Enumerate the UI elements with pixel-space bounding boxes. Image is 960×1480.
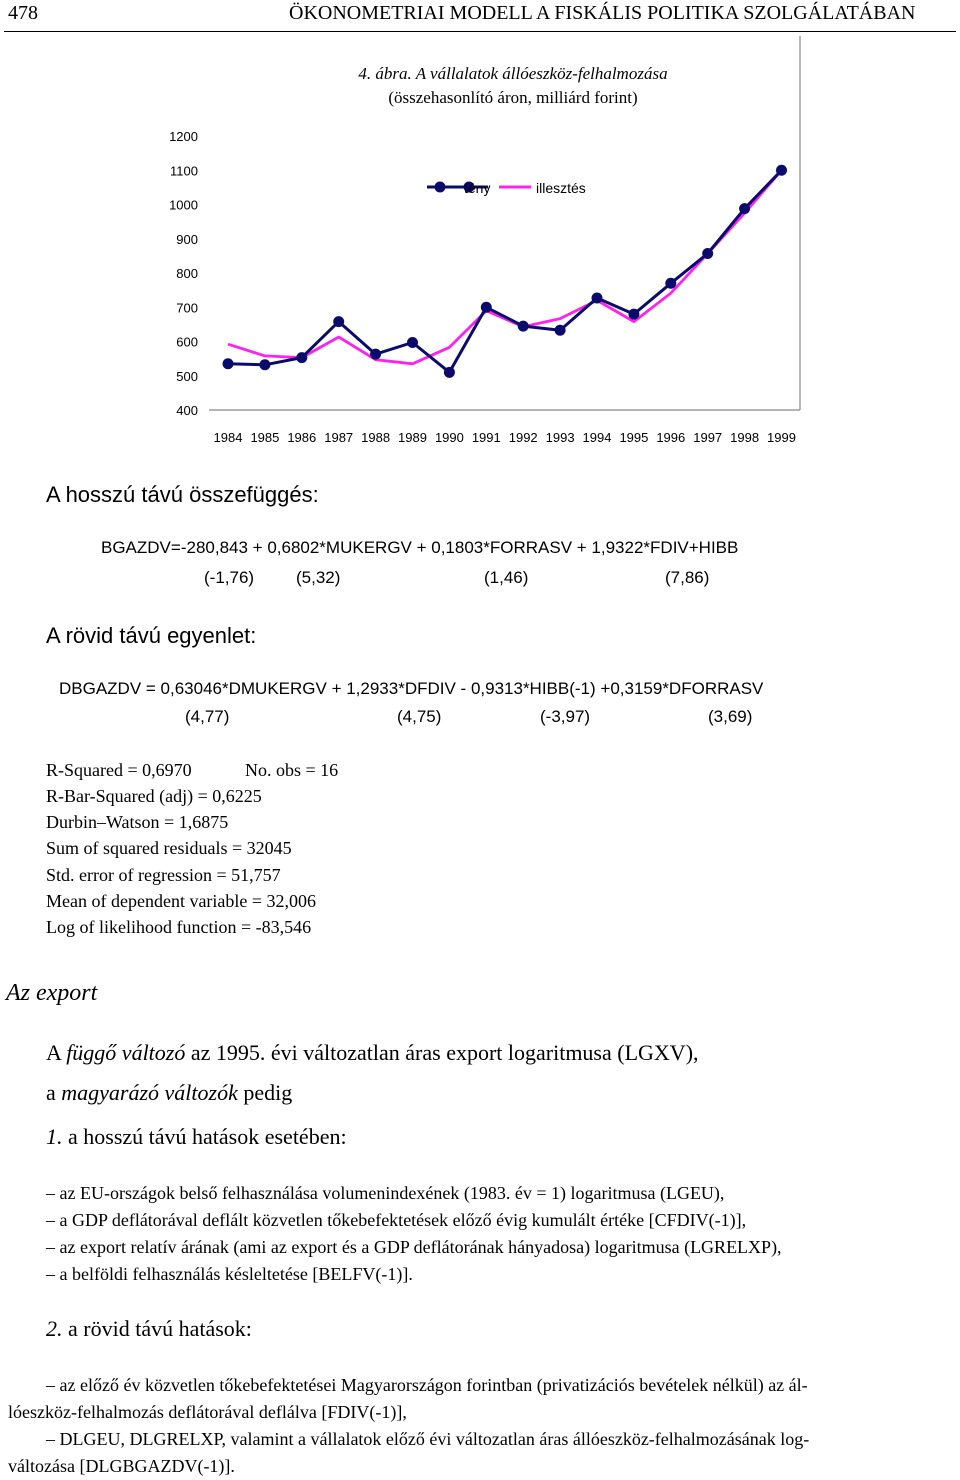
x-tick-label: 1998 xyxy=(730,430,760,445)
x-tick-label: 1999 xyxy=(767,430,796,445)
stat-mean-dependent: Mean of dependent variable = 32,006 xyxy=(46,891,317,911)
y-tick-label: 400 xyxy=(176,403,198,418)
x-tick-label: 1992 xyxy=(508,430,538,445)
list-item: – az előző év közvetlen tőkebefektetései Magyarországon forintban (privatizációs bevételek nélkül) az ál- xyxy=(46,1375,808,1395)
x-tick-label: 1995 xyxy=(619,430,649,445)
short-run-tstat: (-3,97) xyxy=(540,707,591,726)
stat-ssr: Sum of squared residuals = 32045 xyxy=(46,838,292,858)
short-run-tstat: (4,75) xyxy=(397,707,442,726)
list-item-continuation: lóeszköz-felhalmozás deflátorával deflálva [FDIV(-1)], xyxy=(8,1402,407,1422)
series-line-teny xyxy=(228,170,782,372)
x-tick-label: 1997 xyxy=(693,430,723,445)
series-line-illesztes xyxy=(228,170,782,363)
stat-r-squared: R-Squared = 0,6970 xyxy=(46,760,192,780)
y-tick-label: 900 xyxy=(176,231,198,247)
data-point xyxy=(518,321,529,332)
x-tick-label: 1990 xyxy=(434,430,464,445)
x-tick-label: 1985 xyxy=(250,430,280,445)
short-run-effects-heading: 2. a rövid távú hatások: xyxy=(46,1316,252,1341)
list-item: – az EU-országok belső felhasználása volumenindexének (1983. év = 1) logaritmusa (LGEU), xyxy=(46,1183,725,1203)
long-run-tstat: (-1,76) xyxy=(204,568,255,587)
list-item: – DLGEU, DLGRELXP, valamint a vállalatok előző évi változatlan áras állóeszköz-felhalmozásának log- xyxy=(46,1429,810,1449)
x-tick-label: 1993 xyxy=(545,430,575,445)
data-point xyxy=(259,359,270,370)
page-number: 478 xyxy=(8,2,38,24)
data-point xyxy=(444,367,455,378)
long-run-heading: A hosszú távú összefüggés: xyxy=(46,482,319,507)
y-tick-label: 500 xyxy=(176,368,198,384)
figure-subtitle: (összehasonlító áron, milliárd forint) xyxy=(388,88,638,107)
data-point xyxy=(665,278,676,289)
x-tick-label: 1991 xyxy=(471,430,501,445)
list-item: – a belföldi felhasználás késleltetése [BELFV(-1)]. xyxy=(46,1264,413,1284)
stat-durbin-watson: Durbin–Watson = 1,6875 xyxy=(46,812,229,832)
x-tick-label: 1989 xyxy=(398,430,427,445)
stat-std-error: Std. error of regression = 51,757 xyxy=(46,865,281,885)
y-tick-label: 1100 xyxy=(170,163,198,179)
y-tick-label: 700 xyxy=(176,300,198,316)
line-chart xyxy=(0,0,960,470)
export-intro-line1: A függő változó az 1995. évi változatlan áras export logaritmusa (LGXV), xyxy=(46,1040,699,1065)
short-run-tstat: (3,69) xyxy=(708,707,753,726)
data-point xyxy=(296,352,307,363)
long-run-tstat: (5,32) xyxy=(296,568,341,587)
y-tick-label: 1200 xyxy=(169,129,198,144)
export-intro-line2: a magyarázó változók pedig xyxy=(46,1080,293,1105)
data-point xyxy=(776,165,787,176)
data-point xyxy=(739,203,750,214)
legend-label-teny: tény xyxy=(464,180,491,196)
short-run-equation: DBGAZDV = 0,63046*DMUKERGV + 1,2933*DFDIV - 0,9313*HIBB(-1) +0,3159*DFORRASV xyxy=(59,679,764,698)
running-title: ÖKONOMETRIAI MODELL A FISKÁLIS POLITIKA SZOLGÁLATÁBAN xyxy=(289,2,916,24)
data-point xyxy=(223,358,234,369)
y-tick-label: 800 xyxy=(176,266,198,281)
stat-nobs: No. obs = 16 xyxy=(245,760,339,780)
data-point xyxy=(407,337,418,348)
section-heading-export: Az export xyxy=(6,980,98,1006)
legend-label-illesztes: illesztés xyxy=(536,180,586,196)
long-run-equation: BGAZDV=-280,843 + 0,6802*MUKERGV + 0,1803*FORRASV + 1,9322*FDIV+HIBB xyxy=(101,538,739,557)
y-tick-label: 1000 xyxy=(169,197,198,213)
stat-rbar-squared: R-Bar-Squared (adj) = 0,6225 xyxy=(46,786,262,806)
x-tick-label: 1984 xyxy=(213,430,243,445)
x-tick-label: 1994 xyxy=(582,430,612,445)
x-tick-label: 1987 xyxy=(324,430,354,445)
list-item: – az export relatív árának (ami az export és a GDP deflátorának hányadosa) logaritmusa (LGRELXP), xyxy=(46,1237,782,1257)
data-point xyxy=(370,349,381,360)
x-tick-label: 1988 xyxy=(361,430,391,445)
short-run-heading: A rövid távú egyenlet: xyxy=(46,623,257,648)
y-tick-label: 600 xyxy=(176,334,198,350)
long-run-effects-heading: 1. a hosszú távú hatások esetében: xyxy=(46,1124,347,1149)
data-point xyxy=(628,309,639,320)
short-run-tstat: (4,77) xyxy=(185,707,230,726)
x-tick-label: 1986 xyxy=(287,430,317,445)
long-run-tstat: (1,46) xyxy=(484,568,529,587)
data-point xyxy=(555,325,566,336)
data-point xyxy=(592,293,603,304)
data-point xyxy=(333,316,344,327)
list-item: – a GDP deflátorával deflált közvetlen tőkebefektetések előző évig kumulált értéke [CFDIV(-1)], xyxy=(46,1210,747,1230)
x-tick-label: 1996 xyxy=(656,430,686,445)
figure-number: 4. ábra. xyxy=(358,64,412,83)
stat-log-likelihood: Log of likelihood function = -83,546 xyxy=(46,917,312,937)
list-item-continuation: változása [DLGBGAZDV(-1)]. xyxy=(8,1456,235,1476)
data-point xyxy=(702,248,713,259)
data-point xyxy=(481,302,492,313)
figure-title: A vállalatok állóeszköz-felhalmozása xyxy=(415,64,668,83)
long-run-tstat: (7,86) xyxy=(665,568,710,587)
legend-marker-teny xyxy=(435,182,446,193)
